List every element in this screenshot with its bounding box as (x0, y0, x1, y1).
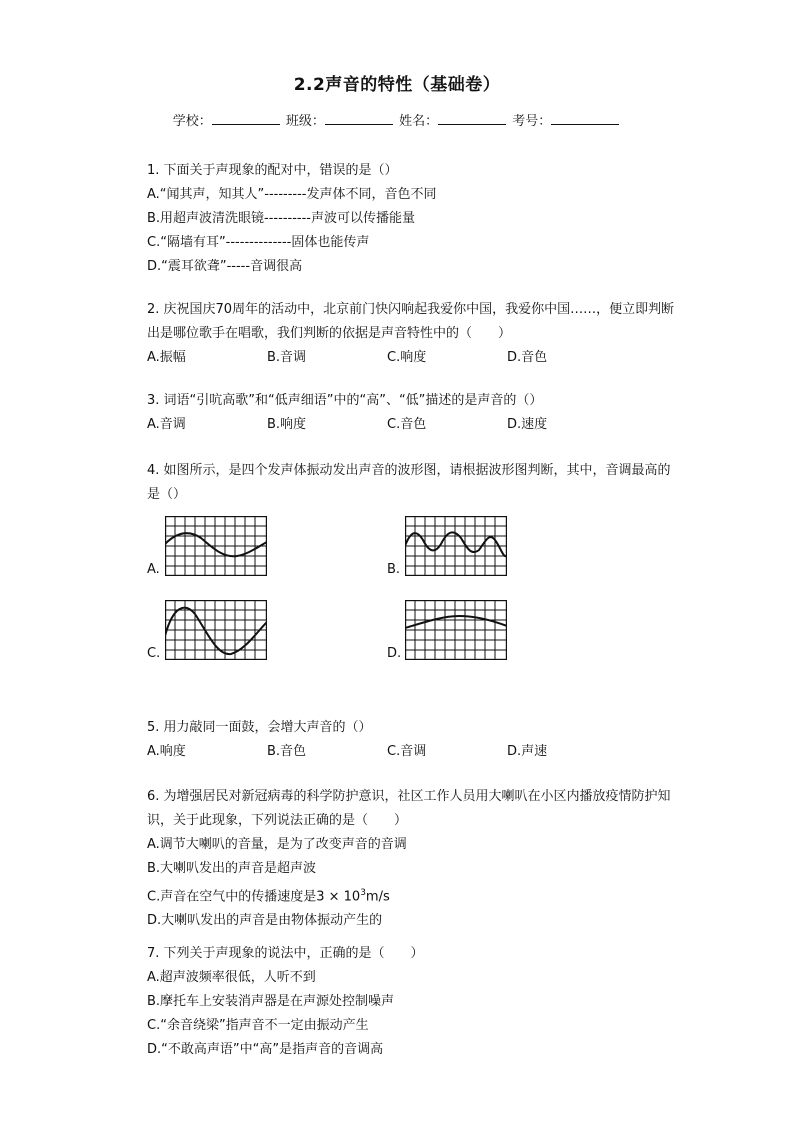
options-row (147, 740, 677, 764)
page-title: 2.2声音的特性（基础卷） (293, 75, 501, 95)
option-b: B.响度 (267, 417, 307, 432)
option-c-exponent: 3 (360, 888, 366, 898)
question-stem: 4. 如图所示，是四个发声体振动发出声音的波形图，请根据波形图判断，其中，音调最高的是（） (147, 463, 671, 502)
option-a: A.响度 (147, 744, 186, 759)
option-c-text: C.声音在空气中的传播速度是3 × 10 (147, 889, 361, 905)
option-a: A.超声波频率很低，人听不到 (147, 970, 316, 985)
option-a: A.“闻其声，知其人”---------发声体不同，音色不同 (147, 187, 437, 202)
option-d: D.大喇叭发出的声音是由物体振动产生的 (147, 913, 383, 929)
exam-no-blank[interactable] (551, 112, 619, 125)
name-label: 姓名： (399, 114, 439, 129)
question-stem: 3. 词语“引吭高歌”和“低声细语”中的“高”、“低”描述的是声音的（） (147, 393, 543, 408)
option-c: C.“隔墙有耳”--------------固体也能传声 (147, 235, 370, 250)
waveform-figure-d (387, 600, 517, 664)
question-3 (147, 389, 677, 437)
option-b: B.音调 (267, 350, 307, 365)
question-stem: 6. 为增强居民对新冠病毒的科学防护意识，社区工作人员用大喇叭在小区内播放疫情防护知识，关于此现象，下列说法正确的是（ ） (147, 789, 671, 828)
option-b: B.大喇叭发出的声音是超声波 (147, 861, 317, 876)
figure-label-d: D. (387, 646, 402, 661)
school-blank[interactable] (212, 112, 280, 125)
question-stem: 5. 用力敲同一面鼓，会增大声音的（） (147, 720, 372, 735)
option-b: B.用超声波清洗眼镜----------声波可以传播能量 (147, 211, 415, 226)
figure-label-c: C. (147, 646, 161, 661)
figure-label-a: A. (147, 562, 160, 577)
option-c: C.音调 (387, 744, 427, 759)
question-5 (147, 716, 677, 764)
question-stem: 1. 下面关于声现象的配对中，错误的是（） (147, 163, 398, 178)
option-c-unit: m/s (365, 889, 390, 905)
question-1 (147, 159, 677, 279)
waveform-grid-c (165, 600, 267, 660)
waveform-figure-c (147, 600, 277, 664)
options-row (147, 413, 677, 437)
option-d: D.音色 (507, 350, 548, 365)
option-c (147, 881, 677, 909)
option-a: A.振幅 (147, 350, 186, 365)
figure-label-b: B. (387, 562, 401, 577)
school-label: 学校： (172, 114, 212, 129)
option-d: D.“震耳欲聋”-----音调很高 (147, 259, 303, 274)
class-blank[interactable] (325, 112, 393, 125)
exam-no-label: 考号： (512, 114, 552, 129)
option-b: B.音色 (267, 744, 307, 759)
options-row (147, 346, 677, 370)
waveform-grid-d (405, 600, 507, 660)
class-label: 班级： (285, 114, 325, 129)
option-a: A.调节大喇叭的音量，是为了改变声音的音调 (147, 837, 407, 852)
waveform-grid-b (405, 516, 507, 576)
waveform-figure-a (147, 516, 277, 580)
question-7 (147, 942, 677, 1062)
question-2 (147, 298, 677, 370)
question-stem: 7. 下列关于声现象的说法中，正确的是（ ） (147, 946, 424, 961)
question-6 (147, 785, 677, 933)
question-stem: 2. 庆祝国庆70周年的活动中，北京前门快闪响起我爱你中国，我爱你中国……，便立即判断出是哪位歌手在唱歌，我们判断的依据是声音特性中的（ ） (147, 302, 675, 341)
option-d: D.“不敢高声语”中“高”是指声音的音调高 (147, 1042, 384, 1057)
waveform-figure-b (387, 516, 517, 580)
option-c: C.“余音绕梁”指声音不一定由振动产生 (147, 1018, 369, 1033)
waveform-grid-a (165, 516, 267, 576)
option-d: D.速度 (507, 417, 548, 432)
option-a: A.音调 (147, 417, 186, 432)
student-info-line (0, 110, 794, 129)
question-4 (147, 459, 677, 507)
option-d: D.声速 (507, 744, 548, 759)
option-b: B.摩托车上安装消声器是在声源处控制噪声 (147, 994, 395, 1009)
name-blank[interactable] (438, 112, 506, 125)
option-c: C.响度 (387, 350, 427, 365)
option-c: C.音色 (387, 417, 427, 432)
